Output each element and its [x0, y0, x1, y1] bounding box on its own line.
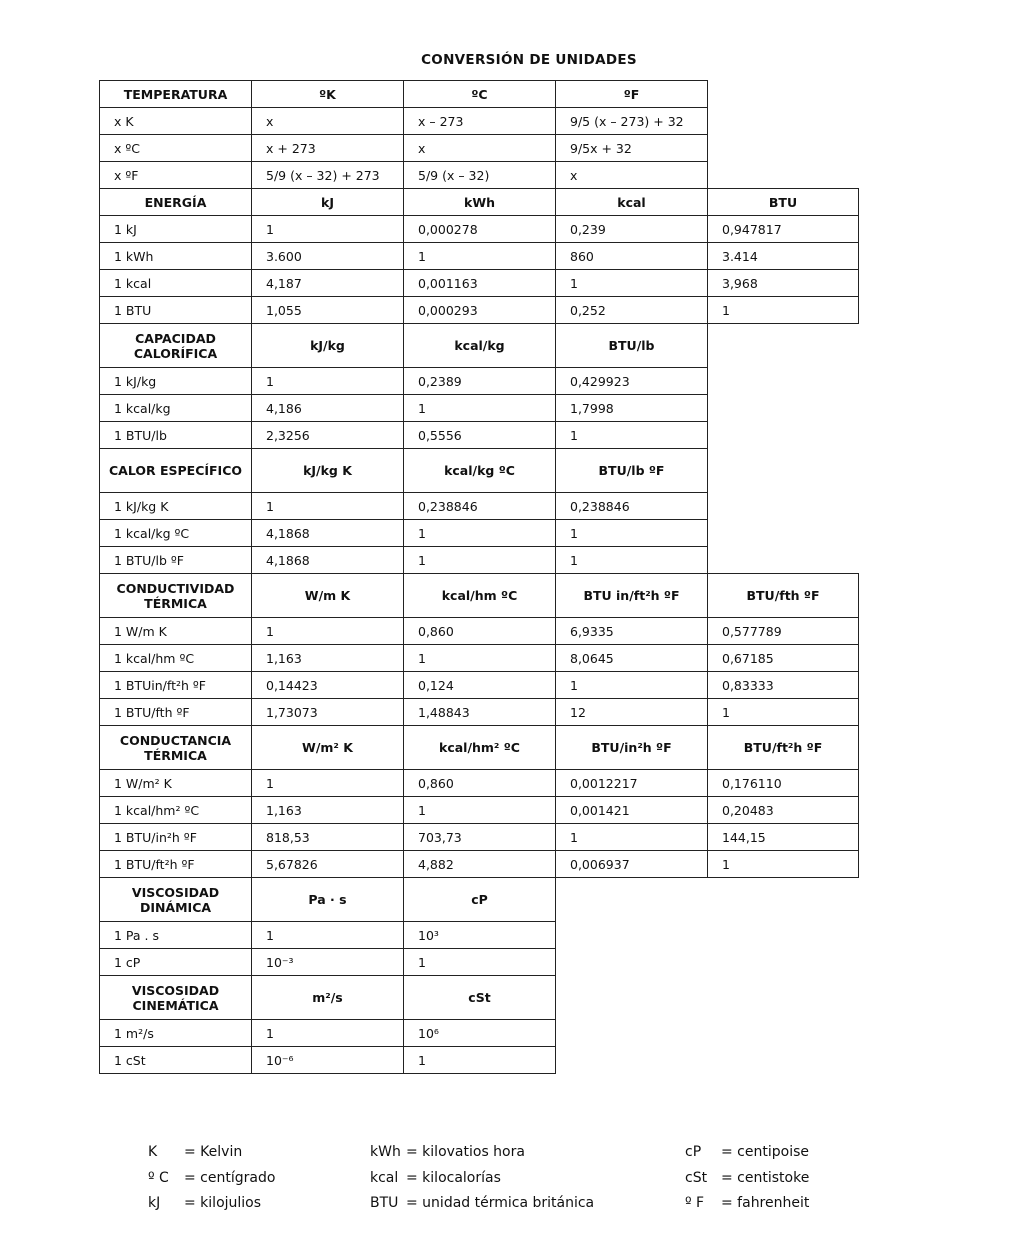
legend-symbol: BTU	[370, 1195, 399, 1211]
conversion-value: 0,5556	[404, 422, 556, 449]
legend-item	[685, 1140, 809, 1164]
conversion-value: 9/5x + 32	[556, 135, 708, 162]
table-row	[100, 216, 859, 243]
unit-header: cSt	[404, 976, 556, 1020]
table-row	[100, 672, 859, 699]
row-unit: 1 BTU/lb	[100, 422, 252, 449]
table-row	[100, 547, 859, 574]
row-unit: 1 kcal/hm² ºC	[100, 797, 252, 824]
conversion-value: 1	[708, 851, 859, 878]
section-title: CALOR ESPECÍFICO	[100, 449, 252, 493]
conversion-value: 9/5 (x – 273) + 32	[556, 108, 708, 135]
conversion-value: 10⁶	[404, 1020, 556, 1047]
table-row	[100, 162, 859, 189]
conversion-value: 703,73	[404, 824, 556, 851]
table-row	[100, 422, 859, 449]
conversion-value: 1	[404, 1047, 556, 1074]
section-title: VISCOSIDAD CINEMÁTICA	[100, 976, 252, 1020]
conversion-value: 1	[404, 243, 556, 270]
unit-header: W/m K	[252, 574, 404, 618]
legend-item	[148, 1140, 242, 1164]
section-header	[100, 878, 859, 922]
table-row	[100, 368, 859, 395]
table-row	[100, 699, 859, 726]
section-title: CAPACIDAD CALORÍFICA	[100, 324, 252, 368]
conversion-value: 0,001421	[556, 797, 708, 824]
table-row	[100, 493, 859, 520]
conversion-value: 1	[252, 216, 404, 243]
conversion-value: 8,0645	[556, 645, 708, 672]
section-title: CONDUCTANCIA TÉRMICA	[100, 726, 252, 770]
row-unit: 1 Pa . s	[100, 922, 252, 949]
unit-header: kJ/kg K	[252, 449, 404, 493]
section-title: ENERGÍA	[100, 189, 252, 216]
conversion-value: 1	[252, 493, 404, 520]
conversion-value: 0,000278	[404, 216, 556, 243]
legend-item	[370, 1166, 501, 1190]
row-unit: x ºC	[100, 135, 252, 162]
section-header	[100, 726, 859, 770]
conversion-value: 0,0012217	[556, 770, 708, 797]
conversion-value: 1	[404, 645, 556, 672]
section-title: VISCOSIDAD DINÁMICA	[100, 878, 252, 922]
unit-header: kJ/kg	[252, 324, 404, 368]
table-row	[100, 243, 859, 270]
unit-header: ºC	[404, 81, 556, 108]
conversion-value: 0,860	[404, 618, 556, 645]
conversion-value: 144,15	[708, 824, 859, 851]
legend-item	[685, 1166, 809, 1190]
conversion-value: 0,176110	[708, 770, 859, 797]
row-unit: 1 kcal	[100, 270, 252, 297]
conversion-value: 5,67826	[252, 851, 404, 878]
conversion-value: 6,9335	[556, 618, 708, 645]
legend-item	[370, 1191, 594, 1215]
conversion-value: 0,124	[404, 672, 556, 699]
conversion-value: 0,860	[404, 770, 556, 797]
conversion-value: 1	[404, 395, 556, 422]
conversion-value: 0,252	[556, 297, 708, 324]
legend-definition: = centistoke	[721, 1169, 810, 1186]
row-unit: 1 kcal/kg	[100, 395, 252, 422]
row-unit: 1 kJ/kg	[100, 368, 252, 395]
conversion-value: 4,186	[252, 395, 404, 422]
conversion-value: 4,1868	[252, 520, 404, 547]
unit-header: BTU/lb	[556, 324, 708, 368]
table-row	[100, 949, 859, 976]
conversion-value: 4,1868	[252, 547, 404, 574]
conversion-value: 1	[404, 949, 556, 976]
conversion-value: x	[252, 108, 404, 135]
row-unit: 1 kJ/kg K	[100, 493, 252, 520]
legend-definition: = centipoise	[721, 1144, 809, 1160]
row-unit: 1 kcal/kg ºC	[100, 520, 252, 547]
section-header	[100, 324, 859, 368]
section-header	[100, 189, 859, 216]
row-unit: x K	[100, 108, 252, 135]
conversion-value: 0,83333	[708, 672, 859, 699]
unit-header: BTU	[708, 189, 859, 216]
conversion-value: 1	[252, 1020, 404, 1047]
conversion-value: 1	[556, 270, 708, 297]
conversion-value: x	[404, 135, 556, 162]
legend-symbol: kWh	[370, 1144, 401, 1160]
section-header	[100, 449, 859, 493]
conversion-value: 4,882	[404, 851, 556, 878]
conversion-table	[99, 80, 859, 1074]
section-title: TEMPERATURA	[100, 81, 252, 108]
legend-symbol: º C	[148, 1169, 169, 1186]
legend-symbol: cSt	[685, 1169, 708, 1186]
legend-symbol: kcal	[370, 1169, 399, 1186]
conversion-value: 1	[252, 770, 404, 797]
row-unit: 1 BTU/lb ºF	[100, 547, 252, 574]
row-unit: 1 m²/s	[100, 1020, 252, 1047]
conversion-value: 1	[252, 368, 404, 395]
section-title: CONDUCTIVIDAD TÉRMICA	[100, 574, 252, 618]
conversion-value: 1	[556, 520, 708, 547]
conversion-value: 1,163	[252, 797, 404, 824]
legend-definition: = kilovatios hora	[406, 1144, 525, 1160]
table-row	[100, 520, 859, 547]
unit-header: ºF	[556, 81, 708, 108]
conversion-value: 1	[404, 547, 556, 574]
table-row	[100, 297, 859, 324]
legend-definition: = kilojulios	[184, 1195, 262, 1211]
conversion-value: 1	[404, 797, 556, 824]
legend-item	[148, 1191, 261, 1215]
table-row	[100, 395, 859, 422]
table-row	[100, 108, 859, 135]
conversion-value: 10⁻³	[252, 949, 404, 976]
unit-header: W/m² K	[252, 726, 404, 770]
row-unit: 1 kWh	[100, 243, 252, 270]
conversion-value: 860	[556, 243, 708, 270]
legend-definition: = kilocalorías	[406, 1169, 501, 1186]
conversion-value: 818,53	[252, 824, 404, 851]
conversion-value: 0,947817	[708, 216, 859, 243]
conversion-value: 1	[404, 520, 556, 547]
legend-symbol: º F	[685, 1195, 705, 1211]
row-unit: 1 W/m K	[100, 618, 252, 645]
conversion-value: x	[556, 162, 708, 189]
row-unit: 1 BTUin/ft²h ºF	[100, 672, 252, 699]
legend-definition: = centígrado	[184, 1169, 276, 1186]
table-row	[100, 645, 859, 672]
legend-item	[370, 1140, 525, 1164]
row-unit: 1 kcal/hm ºC	[100, 645, 252, 672]
unit-header: kcal/hm² ºC	[404, 726, 556, 770]
unit-header: m²/s	[252, 976, 404, 1020]
unit-header: kcal/kg ºC	[404, 449, 556, 493]
conversion-value: 1	[556, 824, 708, 851]
table-row	[100, 270, 859, 297]
row-unit: 1 BTU/fth ºF	[100, 699, 252, 726]
conversion-value: 0,67185	[708, 645, 859, 672]
legend-symbol: K	[148, 1144, 158, 1160]
conversion-value: 0,577789	[708, 618, 859, 645]
row-unit: 1 BTU	[100, 297, 252, 324]
section-header	[100, 81, 859, 108]
section-header	[100, 976, 859, 1020]
unit-header: BTU/lb ºF	[556, 449, 708, 493]
conversion-value: x + 273	[252, 135, 404, 162]
row-unit: 1 BTU/in²h ºF	[100, 824, 252, 851]
conversion-value: 1,73073	[252, 699, 404, 726]
unit-header: kWh	[404, 189, 556, 216]
conversion-value: 1	[708, 297, 859, 324]
unit-header: BTU/in²h ºF	[556, 726, 708, 770]
table-row	[100, 922, 859, 949]
conversion-value: 1,163	[252, 645, 404, 672]
legend-item	[148, 1166, 275, 1190]
unit-header: kJ	[252, 189, 404, 216]
table-row	[100, 618, 859, 645]
table-row	[100, 135, 859, 162]
conversion-value: 2,3256	[252, 422, 404, 449]
row-unit: 1 cSt	[100, 1047, 252, 1074]
conversion-value: 0,429923	[556, 368, 708, 395]
unit-header: kcal/hm ºC	[404, 574, 556, 618]
conversion-value: 3,968	[708, 270, 859, 297]
unit-header: BTU/fth ºF	[708, 574, 859, 618]
table-row	[100, 797, 859, 824]
table-row	[100, 824, 859, 851]
conversion-value: 0,14423	[252, 672, 404, 699]
conversion-value: 0,238846	[556, 493, 708, 520]
row-unit: x ºF	[100, 162, 252, 189]
conversion-value: 0,20483	[708, 797, 859, 824]
unit-header: ºK	[252, 81, 404, 108]
unit-header: kcal/kg	[404, 324, 556, 368]
legend-definition: = fahrenheit	[721, 1195, 810, 1211]
conversion-value: 1,48843	[404, 699, 556, 726]
conversion-value: 10³	[404, 922, 556, 949]
conversion-value: 0,238846	[404, 493, 556, 520]
conversion-value: 1	[556, 547, 708, 574]
unit-header: cP	[404, 878, 556, 922]
conversion-value: 1	[708, 699, 859, 726]
conversion-value: 12	[556, 699, 708, 726]
section-header	[100, 574, 859, 618]
conversion-value: 0,006937	[556, 851, 708, 878]
table-row	[100, 770, 859, 797]
conversion-value: 4,187	[252, 270, 404, 297]
conversion-value: 1,7998	[556, 395, 708, 422]
conversion-value: 0,001163	[404, 270, 556, 297]
legend-symbol: cP	[685, 1144, 702, 1160]
row-unit: 1 BTU/ft²h ºF	[100, 851, 252, 878]
conversion-value: 3.600	[252, 243, 404, 270]
unit-header: BTU in/ft²h ºF	[556, 574, 708, 618]
conversion-value: 1	[556, 422, 708, 449]
legend-item	[685, 1191, 809, 1215]
legend-symbol: kJ	[148, 1195, 161, 1211]
unit-header: Pa · s	[252, 878, 404, 922]
table-row	[100, 1020, 859, 1047]
conversion-value: 0,2389	[404, 368, 556, 395]
legend-definition: = Kelvin	[184, 1144, 243, 1160]
table-row	[100, 1047, 859, 1074]
conversion-value: 0,239	[556, 216, 708, 243]
conversion-value: 10⁻⁶	[252, 1047, 404, 1074]
conversion-value: 3.414	[708, 243, 859, 270]
conversion-value: 1,055	[252, 297, 404, 324]
conversion-value: 5/9 (x – 32) + 273	[252, 162, 404, 189]
conversion-value: x – 273	[404, 108, 556, 135]
conversion-value: 1	[252, 618, 404, 645]
legend-definition: = unidad térmica británica	[406, 1195, 595, 1211]
conversion-value: 1	[556, 672, 708, 699]
row-unit: 1 W/m² K	[100, 770, 252, 797]
unit-header: BTU/ft²h ºF	[708, 726, 859, 770]
conversion-value: 1	[252, 922, 404, 949]
conversion-value: 5/9 (x – 32)	[404, 162, 556, 189]
row-unit: 1 kJ	[100, 216, 252, 243]
page-title: CONVERSIÓN DE UNIDADES	[421, 52, 637, 68]
conversion-value: 0,000293	[404, 297, 556, 324]
table-row	[100, 851, 859, 878]
row-unit: 1 cP	[100, 949, 252, 976]
unit-header: kcal	[556, 189, 708, 216]
